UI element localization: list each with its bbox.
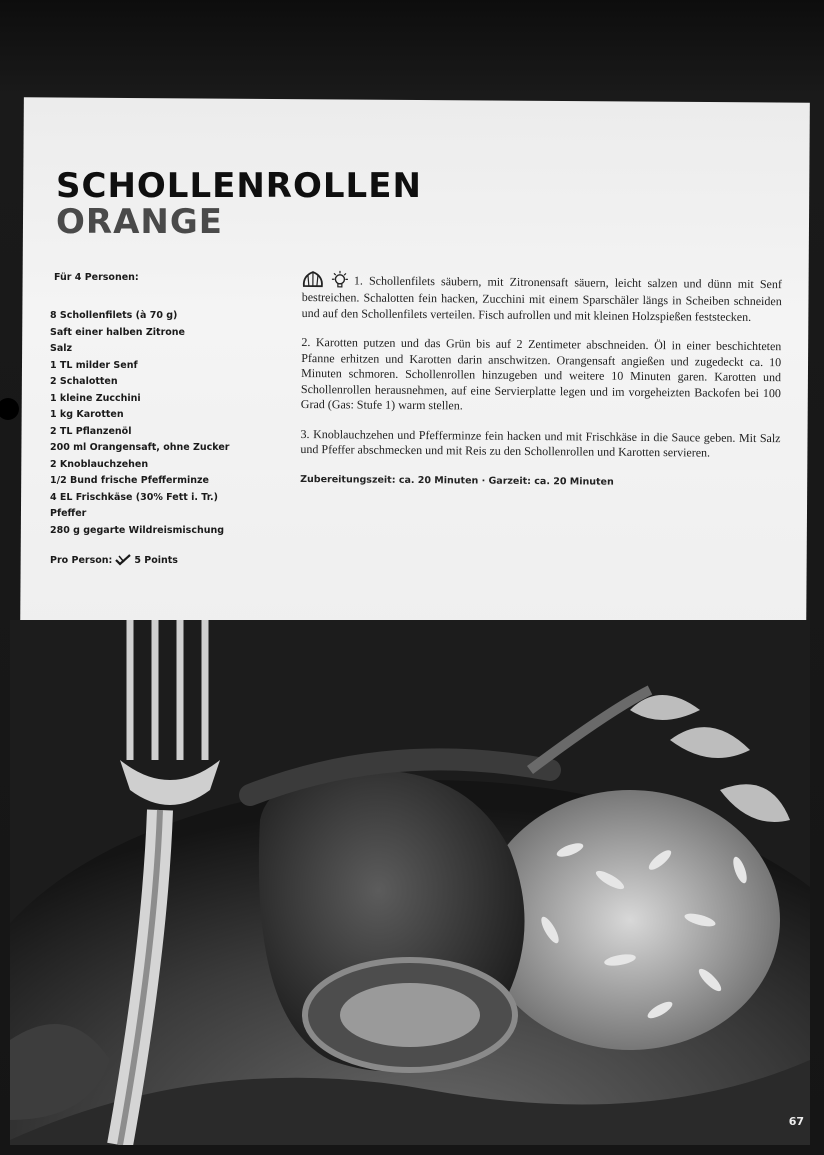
lightbulb-icon xyxy=(330,270,350,290)
ingredient-item: 1 TL milder Senf xyxy=(50,359,138,371)
instructions xyxy=(300,270,782,491)
ingredient-item: 280 g gegarte Wildreismischung xyxy=(50,524,225,536)
step-3: 3. Knoblauchzehen und Pfefferminze fein hacken und mit Frischkäse in die Sauce geben. Mit Salz und Pfeffer abschmecken und mit Reis zu den Schollenrollen und Karotten servieren. xyxy=(300,426,781,460)
recipe-title xyxy=(56,168,422,240)
per-person-label: Pro Person: xyxy=(50,554,113,566)
shell-icon xyxy=(302,270,324,288)
ingredient-item: 2 TL Pflanzenöl xyxy=(50,425,132,437)
ingredient-item: Salz xyxy=(50,343,73,354)
ingredients-panel xyxy=(50,272,285,566)
ingredient-item: 200 ml Orangensaft, ohne Zucker xyxy=(50,442,230,453)
dish-photo xyxy=(10,620,810,1145)
points-line xyxy=(50,554,285,566)
punch-hole-top xyxy=(0,398,19,420)
step-1 xyxy=(302,270,782,325)
ingredient-item: 2 Knoblauchzehen xyxy=(50,458,149,470)
ingredient-item: Pfeffer xyxy=(50,508,87,519)
servings-label: Für 4 Personen: xyxy=(54,272,139,283)
ingredient-item: 1 kleine Zucchini xyxy=(50,392,141,404)
ingredient-item: 1 kg Karotten xyxy=(50,409,124,420)
ingredient-item: 8 Schollenfilets (à 70 g) xyxy=(50,310,178,321)
ingredient-item: 4 EL Frischkäse (30% Fett i. Tr.) xyxy=(50,491,218,503)
title-line-1: SCHOLLENROLLEN xyxy=(56,166,422,206)
points-value: 5 Points xyxy=(134,554,178,566)
step-1-text: 1. Schollenfilets säubern, mit Zitronensaft säuern, leicht salzen und dünn mit Senf bestreichen. Schalotten fein hacken, Zucchini mit einem Sparschäler längs in Scheiben schneiden und auf den Schollenfilets verteilen. Fisch aufrollen und mit kleinen Holzspießen feststecken. xyxy=(301,273,782,324)
page-number: 67 xyxy=(788,1115,804,1128)
ingredient-item: 1/2 Bund frische Pfefferminze xyxy=(50,475,209,486)
step-2: 2. Karotten putzen und das Grün bis auf 2 Zentimeter abschneiden. Öl in einer beschichteten Pfanne erhitzen und Karotten darin anschwitzen. Orangensaft angießen und zugedeckt ca. 10 Minuten schmoren. Schollenrollen hinzugeben und weitere 10 Minuten garen. Karotten und Schollenrollen herausnehmen, auf eine Servierplatte legen und im vorgeheizten Backofen bei 100 Grad (Gas: Stufe 1) warm stellen. xyxy=(300,334,782,413)
ingredient-item: Saft einer halben Zitrone xyxy=(50,326,185,338)
title-line-2: ORANGE xyxy=(56,202,223,242)
points-check-icon xyxy=(115,554,131,566)
ingredient-item: 2 Schalotten xyxy=(50,376,118,387)
step-icons xyxy=(302,270,350,290)
cooking-times: Zubereitungszeit: ca. 20 Minuten · Garzeit: ca. 20 Minuten xyxy=(300,473,614,488)
ingredients-list xyxy=(50,308,285,539)
